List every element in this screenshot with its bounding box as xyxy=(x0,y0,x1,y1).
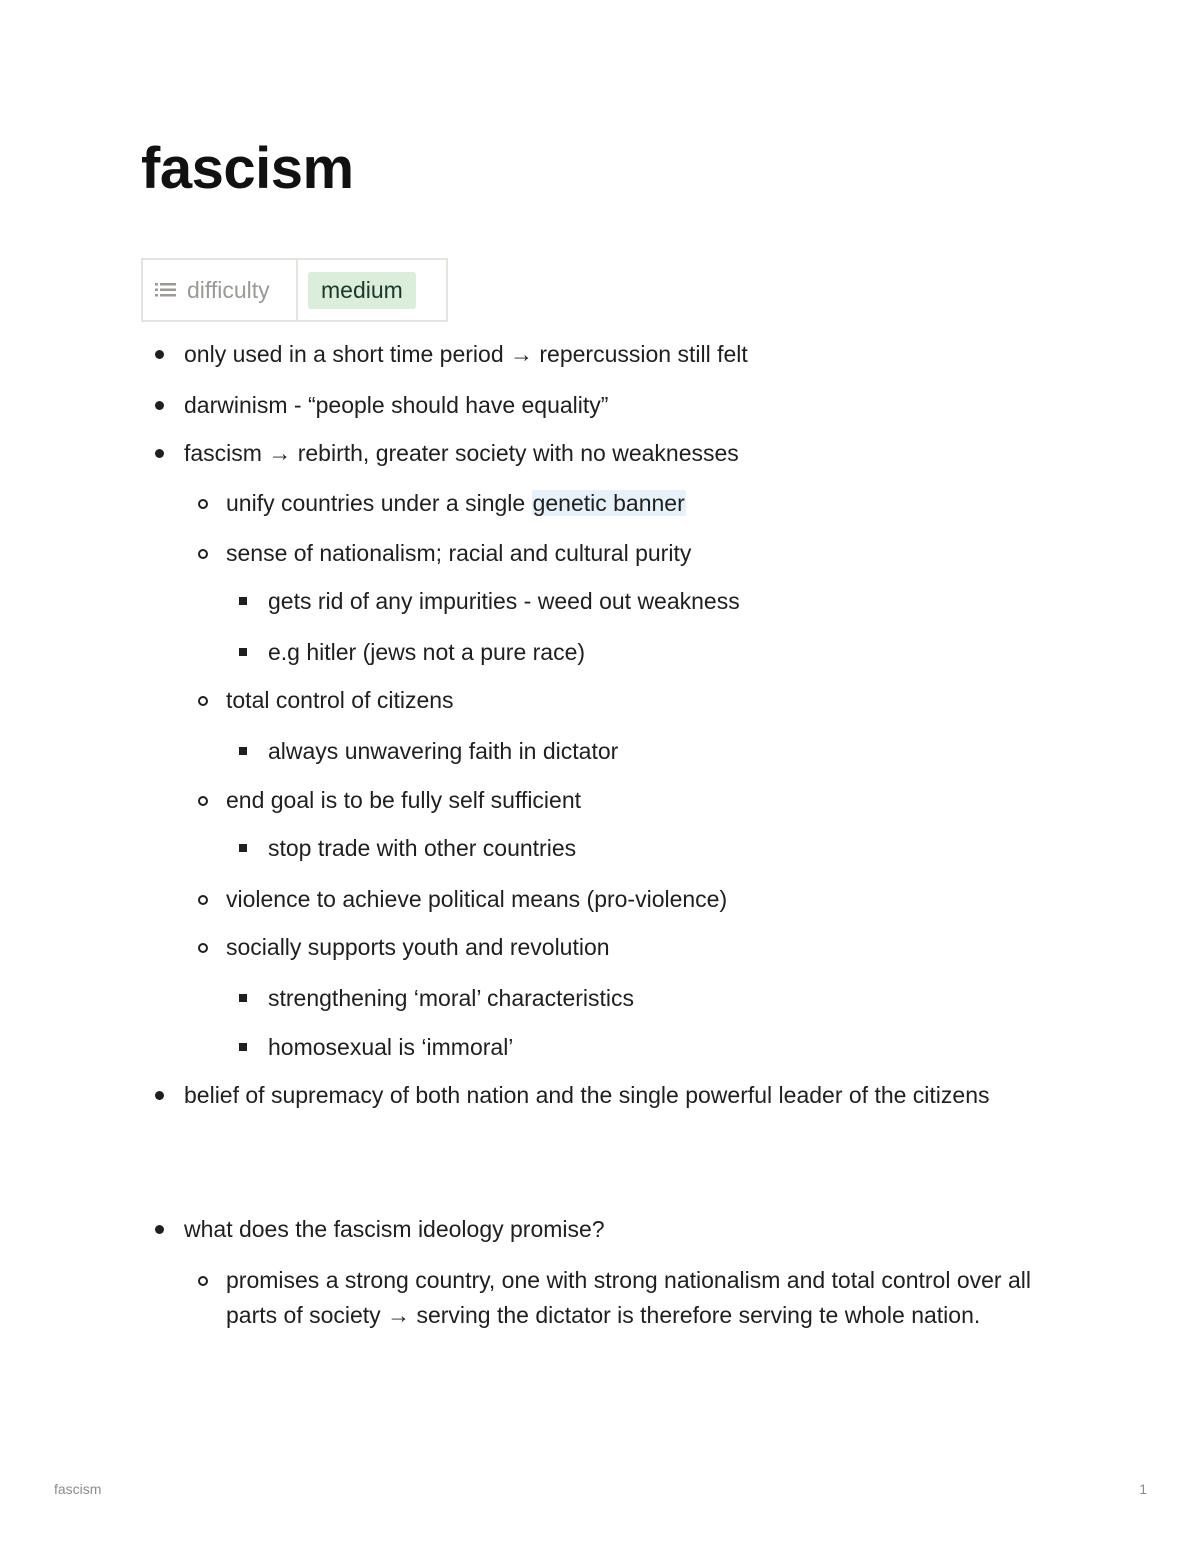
list-item: total control of citizens xyxy=(226,683,454,718)
list-item: homosexual is ‘immoral’ xyxy=(268,1030,513,1065)
list-item: darwinism - “people should have equality” xyxy=(184,388,608,423)
property-table xyxy=(141,258,448,322)
list-icon xyxy=(155,282,177,298)
list-item: strengthening ‘moral’ characteristics xyxy=(268,981,634,1016)
list-item: belief of supremacy of both nation and the single powerful leader of the citizens xyxy=(184,1078,994,1113)
list-item: what does the fascism ideology promise? xyxy=(184,1212,605,1247)
list-item: sense of nationalism; racial and cultural purity xyxy=(226,536,691,571)
footer-doc-title: fascism xyxy=(54,1481,102,1497)
property-value-cell[interactable] xyxy=(298,260,446,320)
property-key-label: difficulty xyxy=(187,276,270,303)
page-title: fascism xyxy=(141,136,354,201)
list-item xyxy=(226,486,686,521)
list-item: stop trade with other countries xyxy=(268,831,576,866)
property-key-difficulty[interactable] xyxy=(143,260,298,320)
list-item: always unwavering faith in dictator xyxy=(268,734,618,769)
footer-page-number: 1 xyxy=(1139,1481,1147,1497)
list-item: only used in a short time period → repercussion still felt xyxy=(184,337,748,372)
highlighted-text: genetic banner xyxy=(532,490,685,516)
list-item: e.g hitler (jews not a pure race) xyxy=(268,635,585,670)
list-item: end goal is to be fully self sufficient xyxy=(226,783,581,818)
list-item: socially supports youth and revolution xyxy=(226,930,610,965)
list-item-text: unify countries under a single xyxy=(226,490,532,516)
list-item: promises a strong country, one with strong nationalism and total control over all parts of society → serving the dictator is therefore serving te whole nation. xyxy=(226,1263,1031,1333)
list-item: gets rid of any impurities - weed out weakness xyxy=(268,584,740,619)
list-item: fascism → rebirth, greater society with no weaknesses xyxy=(184,436,739,471)
difficulty-tag[interactable]: medium xyxy=(308,272,416,309)
list-item: violence to achieve political means (pro-violence) xyxy=(226,882,727,917)
